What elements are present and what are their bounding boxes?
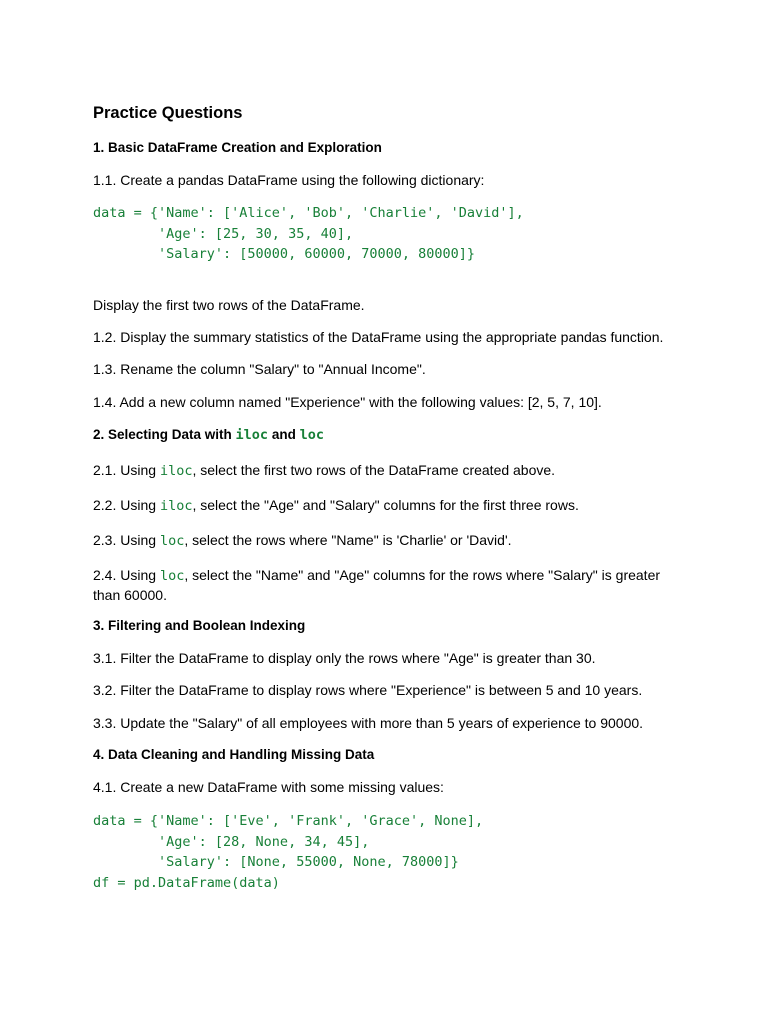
question-2-4 <box>93 566 683 605</box>
section-4-heading: 4. Data Cleaning and Handling Missing Data <box>93 747 375 762</box>
page-title: Practice Questions <box>93 104 243 122</box>
question-2-3-code: loc <box>159 533 185 549</box>
question-1-4: 1.4. Add a new column named "Experience" with the following values: [2, 5, 7, 10]. <box>93 394 602 410</box>
question-3-2: 3.2. Filter the DataFrame to display rows where "Experience" is between 5 and 10 years. <box>93 682 643 698</box>
question-3-3: 3.3. Update the "Salary" of all employees with more than 5 years of experience to 90000. <box>93 715 644 731</box>
section-2-heading-code-iloc: iloc <box>235 427 269 443</box>
section-2-heading-text-mid: and <box>268 427 300 442</box>
question-2-4-pre: 2.4. Using <box>93 567 160 583</box>
question-2-2-post: , select the "Age" and "Salary" columns for the first three rows. <box>192 497 579 513</box>
section-3-heading: 3. Filtering and Boolean Indexing <box>93 618 306 633</box>
question-1-1-followup: Display the first two rows of the DataFrame. <box>93 297 365 313</box>
question-2-4-post: , select the "Name" and "Age" columns for the rows where "Salary" is greater than 60000. <box>93 567 661 603</box>
question-2-1-code: iloc <box>159 463 193 479</box>
question-2-3-pre: 2.3. Using <box>93 532 160 548</box>
section-2-heading-text-pre: 2. Selecting Data with <box>93 427 236 442</box>
question-1-2: 1.2. Display the summary statistics of the DataFrame using the appropriate pandas function. <box>93 329 664 345</box>
question-3-1: 3.1. Filter the DataFrame to display only the rows where "Age" is greater than 30. <box>93 650 596 666</box>
question-2-2-code: iloc <box>159 498 193 514</box>
code-block-1: data = {'Name': ['Alice', 'Bob', 'Charlie', 'David'], 'Age': [25, 30, 35, 40], 'Salary': [50000, 60000, 70000, 80000]} <box>93 205 524 262</box>
question-2-3 <box>93 531 512 551</box>
question-2-1-pre: 2.1. Using <box>93 462 160 478</box>
section-2-heading-code-loc: loc <box>299 427 324 443</box>
question-2-4-code: loc <box>159 568 185 584</box>
code-block-2: data = {'Name': ['Eve', 'Frank', 'Grace', None], 'Age': [28, None, 34, 45], 'Salary': [None, 55000, None, 78000]} df = pd.DataFrame(data) <box>93 813 484 891</box>
section-1-heading: 1. Basic DataFrame Creation and Exploration <box>93 140 382 155</box>
question-4-1: 4.1. Create a new DataFrame with some missing values: <box>93 779 444 795</box>
question-2-1 <box>93 461 555 481</box>
question-2-2 <box>93 496 579 516</box>
section-2-heading <box>93 427 324 443</box>
question-2-1-post: , select the first two rows of the DataFrame created above. <box>192 462 556 478</box>
question-1-1: 1.1. Create a pandas DataFrame using the following dictionary: <box>93 172 485 188</box>
question-2-3-post: , select the rows where "Name" is 'Charlie' or 'David'. <box>184 532 512 548</box>
question-2-2-pre: 2.2. Using <box>93 497 160 513</box>
question-1-3: 1.3. Rename the column "Salary" to "Annual Income". <box>93 361 426 377</box>
